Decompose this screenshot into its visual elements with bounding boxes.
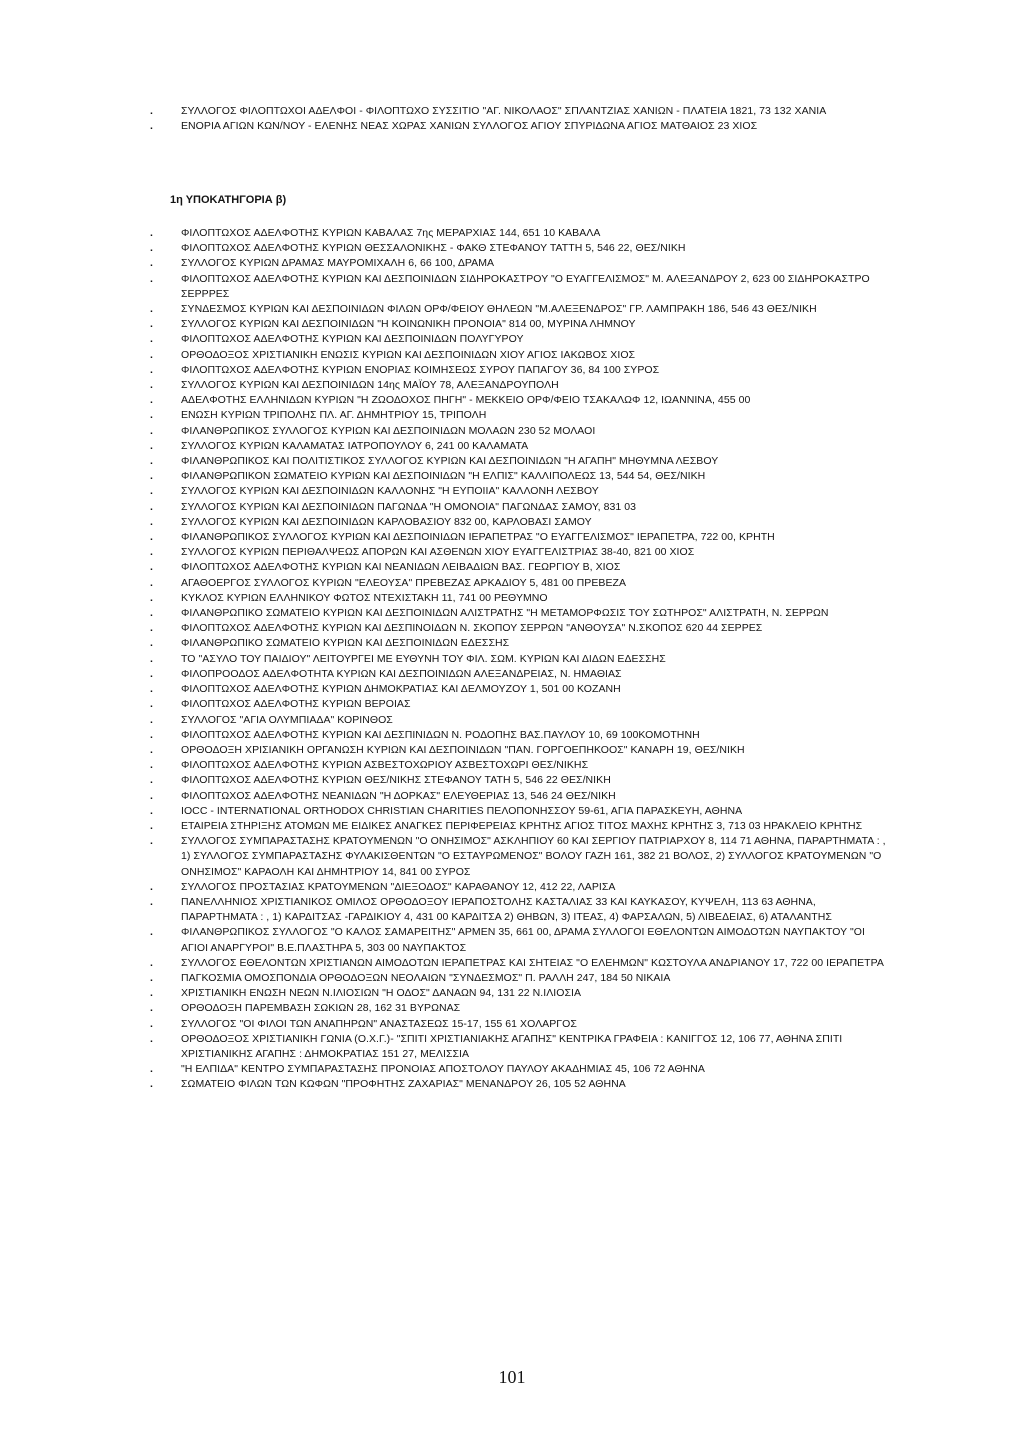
list-item-text: ΦΙΛΟΠΤΩΧΟΣ ΑΔΕΛΦΟΤΗΣ ΝΕΑΝΙΔΩΝ "Η ΔΟΡΚΑΣ" ΕΛΕΥΘΕΡΙΑΣ 13, 546 24 ΘΕΣ/ΝΙΚΗ — [181, 789, 616, 802]
list-bullet: . — [150, 713, 153, 726]
list-item-text: ΦΙΛΟΠΤΩΧΟΣ ΑΔΕΛΦΟΤΗΣ ΚΥΡΙΩΝ ΔΗΜΟΚΡΑΤΙΑΣ ΚΑΙ ΔΕΛΜΟΥΖΟΥ 1, 501 00 ΚΟΖΑΝΗ — [181, 683, 621, 696]
list-item-text: ΑΔΕΛΦΟΤΗΣ ΕΛΛΗΝΙΔΩΝ ΚΥΡΙΩΝ "Η ΖΩΟΔΟΧΟΣ ΠΗΓΗ" - ΜΕΚΚΕΙΟ ΟΡΦ/ΦΕΙΟ ΤΣΑΚΑΛΩΦ 12, ΙΩΑΝΝΙΝΑ, 455 00 — [181, 394, 751, 407]
list-item-text: ΦΙΛΟΠΤΩΧΟΣ ΑΔΕΛΦΟΤΗΣ ΚΥΡΙΩΝ ΚΑΙ ΔΕΣΠΙΝΟΙΔΩΝ Ν. ΣΚΟΠΟΥ ΣΕΡΡΩΝ "ΑΝΘΟΥΣΑ" Ν.ΣΚΟΠΟΣ 620 44 ΣΕΡΡΕΣ — [181, 622, 763, 635]
list-bullet: . — [150, 120, 153, 133]
list-item-text: ΣΥΛΛΟΓΟΣ ΚΥΡΙΩΝ ΚΑΙ ΔΕΣΠΟΙΝΙΔΩΝ "Η ΚΟΙΝΩΝΙΚΗ ΠΡΟΝΟΙΑ" 814 00, ΜΥΡΙΝΑ ΛΗΜΝΟΥ — [181, 318, 636, 331]
list-bullet: . — [150, 470, 153, 483]
list-item-text: ΣΥΛΛΟΓΟΣ ΚΥΡΙΩΝ ΚΑΙ ΔΕΣΠΟΙΝΙΔΩΝ ΚΑΡΛΟΒΑΣΙΟΥ 832 00, ΚΑΡΛΟΒΑΣΙ ΣΑΜΟΥ — [181, 515, 592, 528]
list-item-text: ΣΥΛΛΟΓΟΣ ΚΥΡΙΩΝ ΚΑΙ ΔΕΣΠΟΙΝΙΔΩΝ ΚΑΛΛΟΝΗΣ "Η ΕΥΠΟΙΙΑ" ΚΑΛΛΟΝΗ ΛΕΣΒΟΥ — [181, 485, 599, 498]
list-item-text: ΣΥΛΛΟΓΟΣ ΚΥΡΙΩΝ ΔΡΑΜΑΣ ΜΑΥΡΟΜΙΧΑΛΗ 6, 66 100, ΔΡΑΜΑ — [181, 257, 495, 270]
list-item — [150, 272, 890, 302]
list-bullet: . — [150, 257, 153, 270]
list-bullet: . — [150, 333, 153, 346]
list-item — [150, 348, 890, 363]
list-item — [150, 880, 890, 895]
list-item-text: ΦΙΛΟΠΤΩΧΟΣ ΑΔΕΛΦΟΤΗΣ ΚΥΡΙΩΝ ΚΑΒΑΛΑΣ 7ης ΜΕΡΑΡΧΙΑΣ 144, 651 10 ΚΑΒΑΛΑ — [181, 227, 601, 239]
list-bullet: . — [150, 546, 153, 559]
list-bullet: . — [150, 880, 153, 893]
list-item-text: ΕΤΑΙΡΕΙΑ ΣΤΗΡΙΞΗΣ ΑΤΟΜΩΝ ΜΕ ΕΙΔΙΚΕΣ ΑΝΑΓΚΕΣ ΠΕΡΙΦΕΡΕΙΑΣ ΚΡΗΤΗΣ ΑΓΙΟΣ ΤΙΤΟΣ ΜΑΧΗΣ ΚΡΗΤΗΣ 3, 713 03 ΗΡΑΚΛΕΙΟ ΚΡΗΤΗΣ — [181, 819, 863, 832]
list-bullet: . — [150, 698, 153, 711]
list-bullet: . — [150, 531, 153, 544]
list-item-text: ΑΓΑΘΟΕΡΓΟΣ ΣΥΛΛΟΓΟΣ ΚΥΡΙΩΝ "ΕΛΕΟΥΣΑ" ΠΡΕΒΕΖΑΣ ΑΡΚΑΔΙΟΥ 5, 481 00 ΠΡΕΒΕΖΑ — [181, 576, 627, 589]
list-item — [150, 773, 890, 788]
list-item-text: ΣΥΛΛΟΓΟΣ ΣΥΜΠΑΡΑΣΤΑΣΗΣ ΚΡΑΤΟΥΜΕΝΩΝ "Ο ΟΝΗΣΙΜΟΣ" ΑΣΚΛΗΠΙΟΥ 60 ΚΑΙ ΣΕΡΓΙΟΥ ΠΑΤΡΙΑΡΧΟΥ 8, 114 71 ΑΘΗΝΑ, ΠΑΡΑΡΤΗΜΑΤΑ : , 1) ΣΥΛΛΟΓΟΣ ΣΥΜΠΑΡΑΣΤΑΣΗΣ ΦΥΛΑΚΙΣΘΕΝΤΩΝ "Ο ΕΣΤΑΥΡΩΜΕΝΟΣ" ΒΟΛΟΥ ΓΑΖΗ 161, 382 21 ΒΟΛΟΣ, 2) ΣΥΛΛΟΓΟΣ ΚΡΑΤΟΥΜΕΝΩΝ "Ο ΟΝΗΣΙΜΟΣ" ΚΑΡΑΟΛΗ ΚΑΙ ΔΗΜΗΤΡΙΟΥ 14, 841 00 ΣΥΡΟΣ — [181, 835, 886, 878]
list-item-text: ΠΑΓΚΟΣΜΙΑ ΟΜΟΣΠΟΝΔΙΑ ΟΡΘΟΔΟΞΩΝ ΝΕΟΛΑΙΩΝ "ΣΥΝΔΕΣΜΟΣ" Π. ΡΑΛΛΗ 247, 184 50 ΝΙΚΑΙΑ — [181, 971, 671, 984]
list-item-text: ΟΡΘΟΔΟΞΟΣ ΧΡΙΣΤΙΑΝΙΚΗ ΕΝΩΣΙΣ ΚΥΡΙΩΝ ΚΑΙ ΔΕΣΠΟΙΝΙΔΩΝ ΧΙΟΥ ΑΓΙΟΣ ΙΑΚΩΒΟΣ ΧΙΟΣ — [181, 348, 636, 361]
list-item — [150, 728, 890, 743]
list-bullet: . — [150, 424, 153, 437]
organization-list-main — [150, 226, 890, 1093]
list-bullet: . — [150, 956, 153, 969]
list-item — [150, 713, 890, 728]
list-item-text: ΦΙΛΑΝΘΡΩΠΙΚΟΝ ΣΩΜΑΤΕΙΟ ΚΥΡΙΩΝ ΚΑΙ ΔΕΣΠΟΙΝΙΔΩΝ "Η ΕΛΠΙΣ" ΚΑΛΛΙΠΟΛΕΩΣ 13, 544 54, ΘΕΣ/ΝΙΚΗ — [181, 470, 706, 483]
list-item-text: ΦΙΛΟΠΤΩΧΟΣ ΑΔΕΛΦΟΤΗΣ ΚΥΡΙΩΝ ΘΕΣ/ΝΙΚΗΣ ΣΤΕΦΑΝΟΥ ΤΑΤΗ 5, 546 22 ΘΕΣ/ΝΙΚΗ — [181, 774, 611, 787]
list-item-text: ΟΡΘΟΔΟΞΟΣ ΧΡΙΣΤΙΑΝΙΚΗ ΓΩΝΙΑ (Ο.Χ.Γ.)- "ΣΠΙΤΙ ΧΡΙΣΤΙΑΝΙΑΚΗΣ ΑΓΑΠΗΣ" ΚΕΝΤΡΙΚΑ ΓΡΑΦΕΙΑ : ΚΑΝΙΓΓΟΣ 12, 106 77, ΑΘΗΝΑ ΣΠΙΤΙ ΧΡΙΣΤΙΑΝΙΚΗΣ ΑΓΑΠΗΣ : ΔΗΜΟΚΡΑΤΙΑΣ 151 27, ΜΕΛΙΣΣΙΑ — [181, 1032, 843, 1060]
list-item — [150, 469, 890, 484]
list-item — [150, 439, 890, 454]
list-item — [150, 986, 890, 1001]
list-bullet: . — [150, 455, 153, 468]
list-item — [150, 1062, 890, 1077]
list-item-text: ΦΙΛΟΠΤΩΧΟΣ ΑΔΕΛΦΟΤΗΣ ΚΥΡΙΩΝ ΚΑΙ ΔΕΣΠΙΝΙΔΩΝ Ν. ΡΟΔΟΠΗΣ ΒΑΣ.ΠΑΥΛΟΥ 10, 69 100ΚΟΜΟΤΗΝΗ — [181, 728, 700, 741]
list-bullet: . — [150, 1078, 153, 1091]
list-item — [150, 652, 890, 667]
list-item-text: ΣΥΛΛΟΓΟΣ ΚΥΡΙΩΝ ΚΑΙ ΔΕΣΠΟΙΝΙΔΩΝ ΠΑΓΩΝΔΑ "Η ΟΜΟΝΟΙΑ" ΠΑΓΩΝΔΑΣ ΣΑΜΟΥ, 831 03 — [181, 500, 637, 513]
list-item — [150, 363, 890, 378]
list-item — [150, 378, 890, 393]
list-bullet: . — [150, 987, 153, 1000]
list-item — [150, 424, 890, 439]
list-item — [150, 667, 890, 682]
list-item — [150, 104, 890, 119]
list-item — [150, 819, 890, 834]
list-item-text: ΦΙΛΑΝΘΡΩΠΙΚΟ ΣΩΜΑΤΕΙΟ ΚΥΡΙΩΝ ΚΑΙ ΔΕΣΠΟΙΝΙΔΩΝ ΕΔΕΣΣΗΣ — [181, 637, 510, 650]
list-bullet: . — [150, 774, 153, 787]
list-bullet: . — [150, 348, 153, 361]
list-bullet: . — [150, 835, 153, 848]
list-bullet: . — [150, 637, 153, 650]
list-item — [150, 576, 890, 591]
list-bullet: . — [150, 789, 153, 802]
list-item — [150, 515, 890, 530]
list-item — [150, 636, 890, 651]
list-item-text: ΣΥΝΔΕΣΜΟΣ ΚΥΡΙΩΝ ΚΑΙ ΔΕΣΠΟΙΝΙΔΩΝ ΦΙΛΩΝ ΟΡΦ/ΦΕΙΟΥ ΘΗΛΕΩΝ "Μ.ΑΛΕΞΕΝΔΡΟΣ" ΓΡ. ΛΑΜΠΡΑΚΗ 186, 546 43 ΘΕΣ/ΝΙΚΗ — [181, 303, 817, 316]
list-item — [150, 317, 890, 332]
list-item-text: ΣΥΛΛΟΓΟΣ "ΑΓΙΑ ΟΛΥΜΠΙΑΔΑ" ΚΟΡΙΝΘΟΣ — [181, 713, 393, 726]
list-bullet: . — [150, 439, 153, 452]
list-bullet: . — [150, 500, 153, 513]
list-bullet: . — [150, 303, 153, 316]
list-bullet: . — [150, 394, 153, 407]
list-bullet: . — [150, 379, 153, 392]
list-item-text: ΣΥΛΛΟΓΟΣ ΦΙΛΟΠΤΩΧΟΙ ΑΔΕΛΦΟΙ - ΦΙΛΟΠΤΩΧΟ ΣΥΣΣΙΤΙΟ "ΑΓ. ΝΙΚΟΛΑΟΣ" ΣΠΛΑΝΤΖΙΑΣ ΧΑΝΙΩΝ - ΠΛΑΤΕΙΑ 1821, 73 132 ΧΑΝΙΑ — [181, 105, 827, 117]
list-bullet: . — [150, 728, 153, 741]
list-item — [150, 332, 890, 347]
list-item — [150, 302, 890, 317]
list-bullet: . — [150, 683, 153, 696]
list-bullet: . — [150, 926, 153, 939]
list-item — [150, 758, 890, 773]
list-item — [150, 621, 890, 636]
list-item-text: ΦΙΛΑΝΘΡΩΠΙΚΟΣ ΣΥΛΛΟΓΟΣ ΚΥΡΙΩΝ ΚΑΙ ΔΕΣΠΟΙΝΙΔΩΝ ΜΟΛΑΩΝ 230 52 ΜΟΛΑΟΙ — [181, 424, 596, 437]
list-item — [150, 393, 890, 408]
list-item-text: ΦΙΛΑΝΘΡΩΠΙΚΟ ΣΩΜΑΤΕΙΟ ΚΥΡΙΩΝ ΚΑΙ ΔΕΣΠΟΙΝΙΔΩΝ ΑΛΙΣΤΡΑΤΗΣ "Η ΜΕΤΑΜΟΡΦΩΣΙΣ ΤΟΥ ΣΩΤΗΡΟΣ" ΑΛΙΣΤΡΑΤΗ, Ν. ΣΕΡΡΩΝ — [181, 607, 829, 620]
list-bullet: . — [150, 272, 153, 285]
list-item-text: ΣΥΛΛΟΓΟΣ "ΟΙ ΦΙΛΟΙ ΤΩΝ ΑΝΑΠΗΡΩΝ" ΑΝΑΣΤΑΣΕΩΣ 15-17, 155 61 ΧΟΛΑΡΓΟΣ — [181, 1017, 577, 1030]
list-bullet: . — [150, 1032, 153, 1045]
list-bullet: . — [150, 743, 153, 756]
list-bullet: . — [150, 895, 153, 908]
list-item — [150, 606, 890, 621]
list-item — [150, 560, 890, 575]
list-item — [150, 530, 890, 545]
list-item — [150, 408, 890, 423]
list-item — [150, 484, 890, 499]
list-bullet: . — [150, 819, 153, 832]
list-item-text: "Η ΕΛΠΙΔΑ" ΚΕΝΤΡΟ ΣΥΜΠΑΡΑΣΤΑΣΗΣ ΠΡΟΝΟΙΑΣ ΑΠΟΣΤΟΛΟΥ ΠΑΥΛΟΥ ΑΚΑΔΗΜΙΑΣ 45, 106 72 ΑΘΗΝΑ — [181, 1063, 705, 1076]
list-item-text: ΦΙΛΟΠΤΩΧΟΣ ΑΔΕΛΦΟΤΗΣ ΚΥΡΙΩΝ ΚΑΙ ΔΕΣΠΟΙΝΙΔΩΝ ΣΙΔΗΡΟΚΑΣΤΡΟΥ "Ο ΕΥΑΓΓΕΛΙΣΜΟΣ" Μ. ΑΛΕΞΑΝΔΡΟΥ 2, 623 00 ΣΙΔΗΡΟΚΑΣΤΡΟ ΣΕΡΡΡΕΣ — [181, 272, 870, 300]
list-item — [150, 743, 890, 758]
list-bullet: . — [150, 227, 153, 239]
list-bullet: . — [150, 485, 153, 498]
list-item — [150, 697, 890, 712]
list-item-text: ΠΑΝΕΛΛΗΝΙΟΣ ΧΡΙΣΤΙΑΝΙΚΟΣ ΟΜΙΛΟΣ ΟΡΘΟΔΟΞΟΥ ΙΕΡΑΠΟΣΤΟΛΗΣ ΚΑΣΤΑΛΙΑΣ 33 ΚΑΙ ΚΑΥΚΑΣΟΥ, ΚΥΨΕΛΗ, 113 63 ΑΘΗΝΑ, ΠΑΡΑΡΤΗΜΑΤΑ : , 1) ΚΑΡΔΙΤΣΑΣ -ΓΑΡΔΙΚΙΟΥ 4, 431 00 ΚΑΡΔΙΤΣΑ 2) ΘΗΒΩΝ, 3) ΙΤΕΑΣ, 4) ΦΑΡΣΑΛΩΝ, 5) ΛΙΒΕΔΕΙΑΣ, 6) ΑΤΑΛΑΝΤΗΣ — [181, 895, 832, 924]
list-bullet: . — [150, 242, 153, 255]
list-item — [150, 1032, 890, 1062]
list-bullet: . — [150, 652, 153, 665]
list-bullet: . — [150, 561, 153, 574]
list-item-text: ΦΙΛΑΝΘΡΩΠΙΚΟΣ ΚΑΙ ΠΟΛΙΤΙΣΤΙΚΟΣ ΣΥΛΛΟΓΟΣ ΚΥΡΙΩΝ ΚΑΙ ΔΕΣΠΟΙΝΙΔΩΝ "Η ΑΓΑΠΗ" ΜΗΘΥΜΝΑ ΛΕΣΒΟΥ — [181, 455, 719, 468]
list-item — [150, 1017, 890, 1032]
list-item — [150, 256, 890, 271]
list-item — [150, 895, 890, 925]
list-bullet: . — [150, 591, 153, 604]
list-item-text: ΟΡΘΟΔΟΞΗ ΠΑΡΕΜΒΑΣΗ ΣΩΚΙΩΝ 28, 162 31 ΒΥΡΩΝΑΣ — [181, 1002, 461, 1015]
list-item — [150, 971, 890, 986]
list-bullet: . — [150, 576, 153, 589]
list-item — [150, 1001, 890, 1016]
list-item-text: ΣΥΛΛΟΓΟΣ ΠΡΟΣΤΑΣΙΑΣ ΚΡΑΤΟΥΜΕΝΩΝ "ΔΙΕΞΟΔΟΣ" ΚΑΡΑΘΑΝΟΥ 12, 412 22, ΛΑΡΙΣΑ — [181, 880, 616, 893]
list-item — [150, 454, 890, 469]
list-item-text: ΦΙΛΟΠΤΩΧΟΣ ΑΔΕΛΦΟΤΗΣ ΚΥΡΙΩΝ ΚΑΙ ΔΕΣΠΟΙΝΙΔΩΝ ΠΟΛΥΓΥΡΟΥ — [181, 333, 524, 346]
list-item — [150, 241, 890, 256]
section-heading: 1η ΥΠΟΚΑΤΗΓΟΡΙΑ β) — [170, 194, 287, 206]
list-item-text: ΟΡΘΟΔΟΞΗ ΧΡΙΣΙΑΝΙΚΗ ΟΡΓΑΝΩΣΗ ΚΥΡΙΩΝ ΚΑΙ ΔΕΣΠΟΙΝΙΔΩΝ "ΠΑΝ. ΓΟΡΓΟΕΠΗΚΟΟΣ" ΚΑΝΑΡΗ 19, ΘΕΣ/ΝΙΚΗ — [181, 743, 745, 756]
list-item-text: ΣΥΛΛΟΓΟΣ ΚΥΡΙΩΝ ΚΑΙ ΔΕΣΠΟΙΝΙΔΩΝ 14ης ΜΑΪΟΥ 78, ΑΛΕΞΑΝΔΡΟΥΠΟΛΗ — [181, 379, 559, 392]
organization-list-top — [150, 104, 890, 134]
list-bullet: . — [150, 607, 153, 620]
list-bullet: . — [150, 363, 153, 376]
list-bullet: . — [150, 1017, 153, 1030]
list-item-text: ΕΝΟΡΙΑ ΑΓΙΩΝ ΚΩΝ/ΝΟΥ - ΕΛΕΝΗΣ ΝΕΑΣ ΧΩΡΑΣ ΧΑΝΙΩΝ ΣΥΛΛΟΓΟΣ ΑΓΙΟΥ ΣΠΥΡΙΔΩΝΑ ΑΓΙΟΣ ΜΑΤΘΑΙΟΣ 23 ΧΙΟΣ — [181, 120, 758, 133]
list-item-text: ΦΙΛΟΠΤΩΧΟΣ ΑΔΕΛΦΟΤΗΣ ΚΥΡΙΩΝ ΕΝΟΡΙΑΣ ΚΟΙΜΗΣΕΩΣ ΣΥΡΟΥ ΠΑΠΑΓΟΥ 36, 84 100 ΣΥΡΟΣ — [181, 363, 660, 376]
list-item-text: ΦΙΛΟΠΤΩΧΟΣ ΑΔΕΛΦΟΤΗΣ ΚΥΡΙΩΝ ΑΣΒΕΣΤΟΧΩΡΙΟΥ ΑΣΒΕΣΤΟΧΩΡΙ ΘΕΣ/ΝΙΚΗΣ — [181, 759, 589, 772]
list-item — [150, 119, 890, 134]
list-item — [150, 925, 890, 955]
list-item — [150, 545, 890, 560]
list-item-text: ΦΙΛΑΝΘΡΩΠΙΚΟΣ ΣΥΛΛΟΓΟΣ ΚΥΡΙΩΝ ΚΑΙ ΔΕΣΠΟΙΝΙΔΩΝ ΙΕΡΑΠΕΤΡΑΣ "Ο ΕΥΑΓΓΕΛΙΣΜΟΣ" ΙΕΡΑΠΕΤΡΑ, 722 00, ΚΡΗΤΗ — [181, 531, 775, 544]
list-item-text: ΦΙΛΟΠΡΟΟΔΟΣ ΑΔΕΛΦΟΤΗΤΑ ΚΥΡΙΩΝ ΚΑΙ ΔΕΣΠΟΙΝΙΔΩΝ ΑΛΕΞΑΝΔΡΕΙΑΣ, Ν. ΗΜΑΘΙΑΣ — [181, 667, 622, 680]
list-item — [150, 789, 890, 804]
list-item — [150, 591, 890, 606]
list-bullet: . — [150, 622, 153, 635]
list-bullet: . — [150, 971, 153, 984]
list-item-text: ΣΩΜΑΤΕΙΟ ΦΙΛΩΝ ΤΩΝ ΚΩΦΩΝ "ΠΡΟΦΗΤΗΣ ΖΑΧΑΡΙΑΣ" ΜΕΝΑΝΔΡΟΥ 26, 105 52 ΑΘΗΝΑ — [181, 1078, 626, 1091]
list-item-text: ΦΙΛΑΝΘΡΩΠΙΚΟΣ ΣΥΛΛΟΓΟΣ "Ο ΚΑΛΟΣ ΣΑΜΑΡΕΙΤΗΣ" ΑΡΜΕΝ 35, 661 00, ΔΡΑΜΑ ΣΥΛΛΟΓΟΙ ΕΘΕΛΟΝΤΩΝ ΑΙΜΟΔΟΤΩΝ ΝΑΥΠΑΚΤΟΥ "ΟΙ ΑΓΙΟΙ ΑΝΑΡΓΥΡΟΙ" Β.Ε.ΠΛΑΣΤΗΡΑ 5, 303 00 ΝΑΥΠΑΚΤΟΣ — [181, 926, 865, 954]
list-item-text: ΕΝΩΣΗ ΚΥΡΙΩΝ ΤΡΙΠΟΛΗΣ ΠΛ. ΑΓ. ΔΗΜΗΤΡΙΟΥ 15, ΤΡΙΠΟΛΗ — [181, 409, 487, 422]
list-item — [150, 226, 890, 241]
list-item-text: ΤΟ "ΑΣΥΛΟ ΤΟΥ ΠΑΙΔΙΟΥ" ΛΕΙΤΟΥΡΓΕΙ ΜΕ ΕΥΘΥΝΗ ΤΟΥ ΦΙΛ. ΣΩΜ. ΚΥΡΙΩΝ ΚΑΙ ΔΙΔΩΝ ΕΔΕΣΣΗΣ — [181, 652, 666, 665]
list-bullet: . — [150, 804, 153, 817]
list-item — [150, 956, 890, 971]
list-item-text: ΣΥΛΛΟΓΟΣ ΚΥΡΙΩΝ ΠΕΡΙΘΑΛΨΕΩΣ ΑΠΟΡΩΝ ΚΑΙ ΑΣΘΕΝΩΝ ΧΙΟΥ ΕΥΑΓΓΕΛΙΣΤΡΙΑΣ 38-40, 821 00 ΧΙΟΣ — [181, 546, 695, 559]
page-number: 101 — [498, 1367, 526, 1387]
list-bullet: . — [150, 318, 153, 331]
list-item-text: IOCC - INTERNATIONAL ORTHODOX CHRISTIAN CHARITIES ΠΕΛΟΠΟΝΗΣΣΟΥ 59-61, ΑΓΙΑ ΠΑΡΑΣΚΕΥΗ, ΑΘΗΝΑ — [181, 804, 743, 817]
list-bullet: . — [150, 759, 153, 772]
list-item-text: ΚΥΚΛΟΣ ΚΥΡΙΩΝ ΕΛΛΗΝΙΚΟΥ ΦΩΤΟΣ ΝΤΕΧΙΣΤΑΚΗ 11, 741 00 ΡΕΘΥΜΝΟ — [181, 591, 548, 604]
list-item — [150, 804, 890, 819]
list-bullet: . — [150, 105, 153, 117]
list-item — [150, 1077, 890, 1092]
list-bullet: . — [150, 409, 153, 422]
list-bullet: . — [150, 1063, 153, 1076]
list-item-text: ΦΙΛΟΠΤΩΧΟΣ ΑΔΕΛΦΟΤΗΣ ΚΥΡΙΩΝ ΚΑΙ ΝΕΑΝΙΔΩΝ ΛΕΙΒΑΔΙΩΝ ΒΑΣ. ΓΕΩΡΓΙΟΥ Β, ΧΙΟΣ — [181, 561, 621, 574]
list-bullet: . — [150, 1002, 153, 1015]
list-item-text: ΧΡΙΣΤΙΑΝΙΚΗ ΕΝΩΣΗ ΝΕΩΝ Ν.ΙΛΙΟΣΙΩΝ "Η ΟΔΟΣ" ΔΑΝΑΩΝ 94, 131 22 Ν.ΙΛΙΟΣΙΑ — [181, 987, 582, 1000]
list-item — [150, 834, 890, 880]
list-item — [150, 500, 890, 515]
list-bullet: . — [150, 515, 153, 528]
list-item-text: ΦΙΛΟΠΤΩΧΟΣ ΑΔΕΛΦΟΤΗΣ ΚΥΡΙΩΝ ΘΕΣΣΑΛΟΝΙΚΗΣ - ΦΑΚΘ ΣΤΕΦΑΝΟΥ ΤΑΤΤΗ 5, 546 22, ΘΕΣ/ΝΙΚΗ — [181, 242, 686, 255]
list-item — [150, 682, 890, 697]
list-bullet: . — [150, 667, 153, 680]
list-item-text: ΣΥΛΛΟΓΟΣ ΚΥΡΙΩΝ ΚΑΛΑΜΑΤΑΣ ΙΑΤΡΟΠΟΥΛΟΥ 6, 241 00 ΚΑΛΑΜΑΤΑ — [181, 439, 529, 452]
list-item-text: ΣΥΛΛΟΓΟΣ ΕΘΕΛΟΝΤΩΝ ΧΡΙΣΤΙΑΝΩΝ ΑΙΜΟΔΟΤΩΝ ΙΕΡΑΠΕΤΡΑΣ ΚΑΙ ΣΗΤΕΙΑΣ "Ο ΕΛΕΗΜΩΝ" ΚΩΣΤΟΥΛΑ ΑΝΔΡΙΑΝΟΥ 17, 722 00 ΙΕΡΑΠΕΤΡΑ — [181, 956, 884, 969]
list-item-text: ΦΙΛΟΠΤΩΧΟΣ ΑΔΕΛΦΟΤΗΣ ΚΥΡΙΩΝ ΒΕΡΟΙΑΣ — [181, 698, 411, 711]
